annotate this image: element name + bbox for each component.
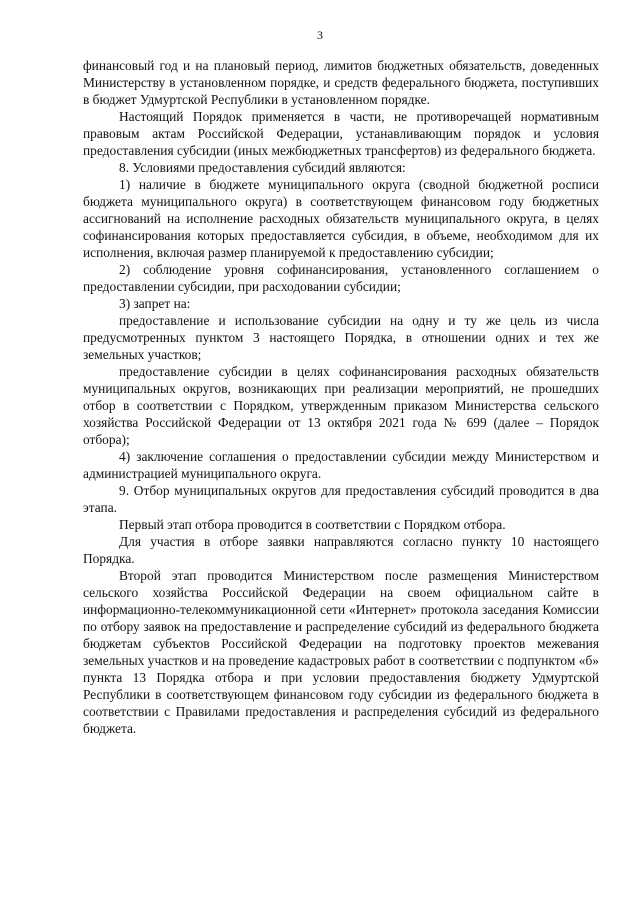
- paragraph-first-stage: Первый этап отбора проводится в соответствии с Порядком отбора.: [119, 517, 506, 532]
- paragraph-subitem-1: 1) наличие в бюджете муниципального округа (сводной бюджетной росписи бюджета муниципального округа) в соответствующем финансовом году бюджетных ассигнований на исполнение расходных обязательств муниципального округа, в целях софинансирования которых предоставляется субсидия, в объеме, необходимом для их исполнения, включая размер планируемой к предоставлению субсидии;: [83, 177, 599, 260]
- paragraph-prohibition-2: предоставление субсидии в целях софинансирования расходных обязательств муниципальных округов, возникающих при реализации мероприятий, не прошедших отбор в соответствии с Порядком, утвержденным приказом Министерства сельского хозяйства Российской Федерации от 13 октября 2021 года № 699 (далее – Порядок отбора);: [83, 364, 599, 447]
- page-number: 3: [317, 28, 323, 42]
- paragraph-subitem-2: 2) соблюдение уровня софинансирования, установленного соглашением о предоставлении субсидии, при расходовании субсидии;: [83, 262, 599, 294]
- paragraph-subitem-4: 4) заключение соглашения о предоставлении субсидии между Министерством и администрацией муниципального округа.: [83, 449, 599, 481]
- paragraph-continuation: финансовый год и на плановый период, лимитов бюджетных обязательств, доведенных Министерству в установленном порядке, и средств федерального бюджета, поступивших в бюджет Удмуртской Республики в установленном порядке.: [83, 58, 599, 107]
- paragraph-applications: Для участия в отборе заявки направляются согласно пункту 10 настоящего Порядка.: [83, 534, 599, 566]
- paragraph-scope: Настоящий Порядок применяется в части, не противоречащей нормативным правовым актам Российской Федерации, устанавливающим порядок и условия предоставления субсидии (иных межбюджетных трансфертов) из федерального бюджета.: [83, 109, 599, 158]
- paragraph-item-8: 8. Условиями предоставления субсидий являются:: [119, 160, 406, 175]
- document-body: [83, 57, 599, 737]
- paragraph-item-9: 9. Отбор муниципальных округов для предоставления субсидий проводится в два этапа.: [83, 483, 599, 515]
- paragraph-second-stage: Второй этап проводится Министерством после размещения Министерством сельского хозяйства Российской Федерации на своем официальном сайте в информационно-телекоммуникационной сети «Интернет» протокола заседания Комиссии по отбору заявок на предоставление и распределение субсидий из федерального бюджета бюджетам субъектов Российской Федерации на подготовку проектов межевания земельных участков и на проведение кадастровых работ в соответствии с подпунктом «б» пункта 13 Порядка отбора и при условии предоставления бюджету Удмуртской Республики в соответствующем финансовом году субсидии из федерального бюджета в соответствии с Правилами предоставления и распределения субсидий из федерального бюджета.: [83, 568, 599, 736]
- paragraph-subitem-3: 3) запрет на:: [119, 296, 191, 311]
- paragraph-prohibition-1: предоставление и использование субсидии на одну и ту же цель из числа предусмотренных пунктом 3 настоящего Порядка, в отношении одних и тех же земельных участков;: [83, 313, 599, 362]
